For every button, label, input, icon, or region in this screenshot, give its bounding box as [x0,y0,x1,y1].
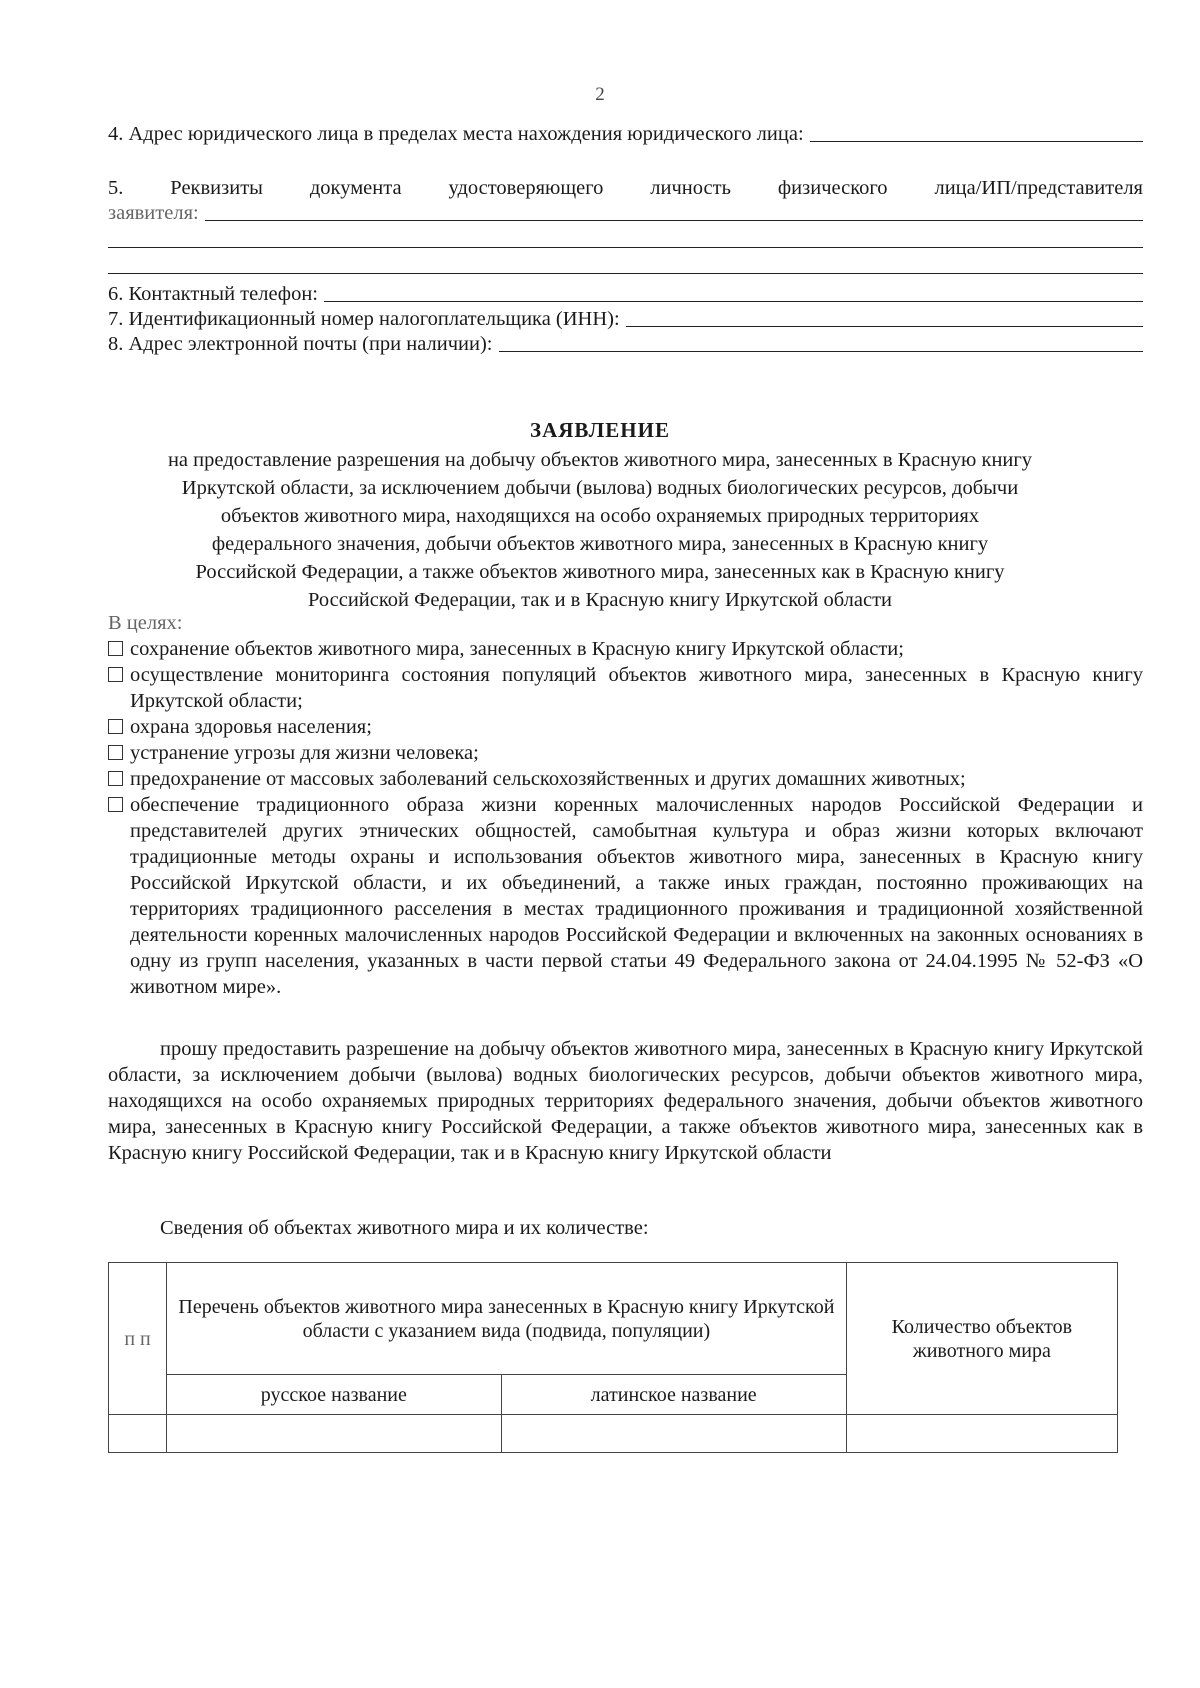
purpose-item [108,740,1143,766]
request-paragraph: прошу предоставить разрешение на добычу объектов животного мира, занесенных в Красную книгу Иркутской области, за исключением добычи (вылова) водных биологических ресурсов, добычи объектов животного мира, находящихся на особо охраняемых природных территориях федерального значения, добычи объектов животного мира, занесенных в Красную книгу Российской Федерации, а также объектов животного мира, занесенных как в Красную книгу Российской Федерации, так и в Красную книгу Иркутской области [108,1038,1143,1164]
id-document-line-2[interactable] [108,246,1143,248]
objects-table [108,1262,1118,1453]
subtitle-line: на предоставление разрешения на добычу объектов животного мира, занесенных в Красную книгу [167,449,1033,471]
col-russian-name-header: русское название [167,1375,502,1415]
purpose-text: сохранение объектов животного мира, занесенных в Красную книгу Иркутской области; [130,638,904,660]
phone-field [108,282,1143,307]
table-cell[interactable] [846,1415,1117,1453]
page-number: 2 [595,84,605,105]
checkbox[interactable] [108,667,123,682]
application-title: ЗАЯВЛЕНИЕ [530,418,670,442]
legal-address-field [108,122,1143,147]
phone-label: 6. Контактный телефон: [108,283,319,305]
inn-line[interactable] [626,325,1143,327]
inn-label: 7. Идентификационный номер налогоплательщика (ИНН): [108,308,620,330]
id-document-label: 5. Реквизиты документа удостоверяющего личность физического лица/ИП/представителя [108,177,1143,199]
subtitle-line: объектов животного мира, находящихся на особо охраняемых природных территориях [220,505,980,527]
purposes-section [108,610,1143,1000]
purpose-text: предохранение от массовых заболеваний сельскохозяйственных и других домашних животных; [130,768,966,790]
checkbox[interactable] [108,797,123,812]
checkbox[interactable] [108,745,123,760]
id-document-line-1[interactable] [205,219,1143,221]
subtitle-line: федерального значения, добычи объектов животного мира, занесенных в Красную книгу [211,533,989,555]
application-subtitle [110,446,1090,614]
col-quantity-header: Количество объектов животного мира [846,1263,1117,1415]
checkbox[interactable] [108,641,123,656]
legal-address-line[interactable] [810,140,1143,142]
table-row [109,1415,1118,1453]
id-document-line-3[interactable] [108,272,1143,274]
purpose-item [108,792,1143,1000]
email-label: 8. Адрес электронной почты (при наличии): [108,333,493,355]
checkbox[interactable] [108,771,123,786]
purpose-item [108,714,1143,740]
id-document-label-cont: заявителя: [108,202,199,224]
purpose-text: обеспечение традиционного образа жизни коренных малочисленных народов Российской Федерации и представителей других этнических общностей, самобытная культура и образ жизни которых включают традиционные методы охраны и использования объектов животного мира, занесенных в Красную книгу Российской Иркутской области, и их объединений, а также иных граждан, постоянно проживающих на территориях традиционного расселения в местах традиционного проживания и традиционной хозяйственной деятельности коренных малочисленных народов Российской Федерации и включенных на законных основаниях в одну из групп населения, указанных в части первой статьи 49 Федерального закона от 24.04.1995 № 52-ФЗ «О животном мире». [130,794,1143,998]
table-cell[interactable] [167,1415,502,1453]
legal-address-label: 4. Адрес юридического лица в пределах места нахождения юридического лица: [108,123,804,145]
subtitle-line: Российской Федерации, так и в Красную книгу Иркутской области [307,589,893,611]
purpose-item [108,766,1143,792]
subtitle-line: Российской Федерации, а также объектов животного мира, занесенных как в Красную книгу [195,561,1005,583]
col-latin-name-header: латинское название [501,1375,846,1415]
subtitle-line: Иркутской области, за исключением добычи (вылова) водных биологических ресурсов, добычи [181,477,1019,499]
purpose-text: устранение угрозы для жизни человека; [130,742,479,764]
email-line[interactable] [499,350,1144,352]
table-cell[interactable] [109,1415,167,1453]
table-cell[interactable] [501,1415,846,1453]
id-document-field [108,176,1143,274]
email-field [108,332,1143,357]
checkbox[interactable] [108,719,123,734]
col-list-header: Перечень объектов животного мира занесенных в Красную книгу Иркутской области с указанием вида (подвида, популяции) [167,1263,847,1375]
table-caption: Сведения об объектах животного мира и их количестве: [160,1217,649,1239]
col-number-header: п п [109,1263,167,1415]
phone-line[interactable] [324,300,1143,302]
purpose-text: охрана здоровья населения; [130,716,372,738]
purposes-intro: В целях: [108,612,183,634]
inn-field [108,307,1143,332]
purpose-item [108,662,1143,714]
purpose-item [108,636,1143,662]
purpose-text: осуществление мониторинга состояния популяций объектов животного мира, занесенных в Красную книгу Иркутской области; [130,664,1143,712]
